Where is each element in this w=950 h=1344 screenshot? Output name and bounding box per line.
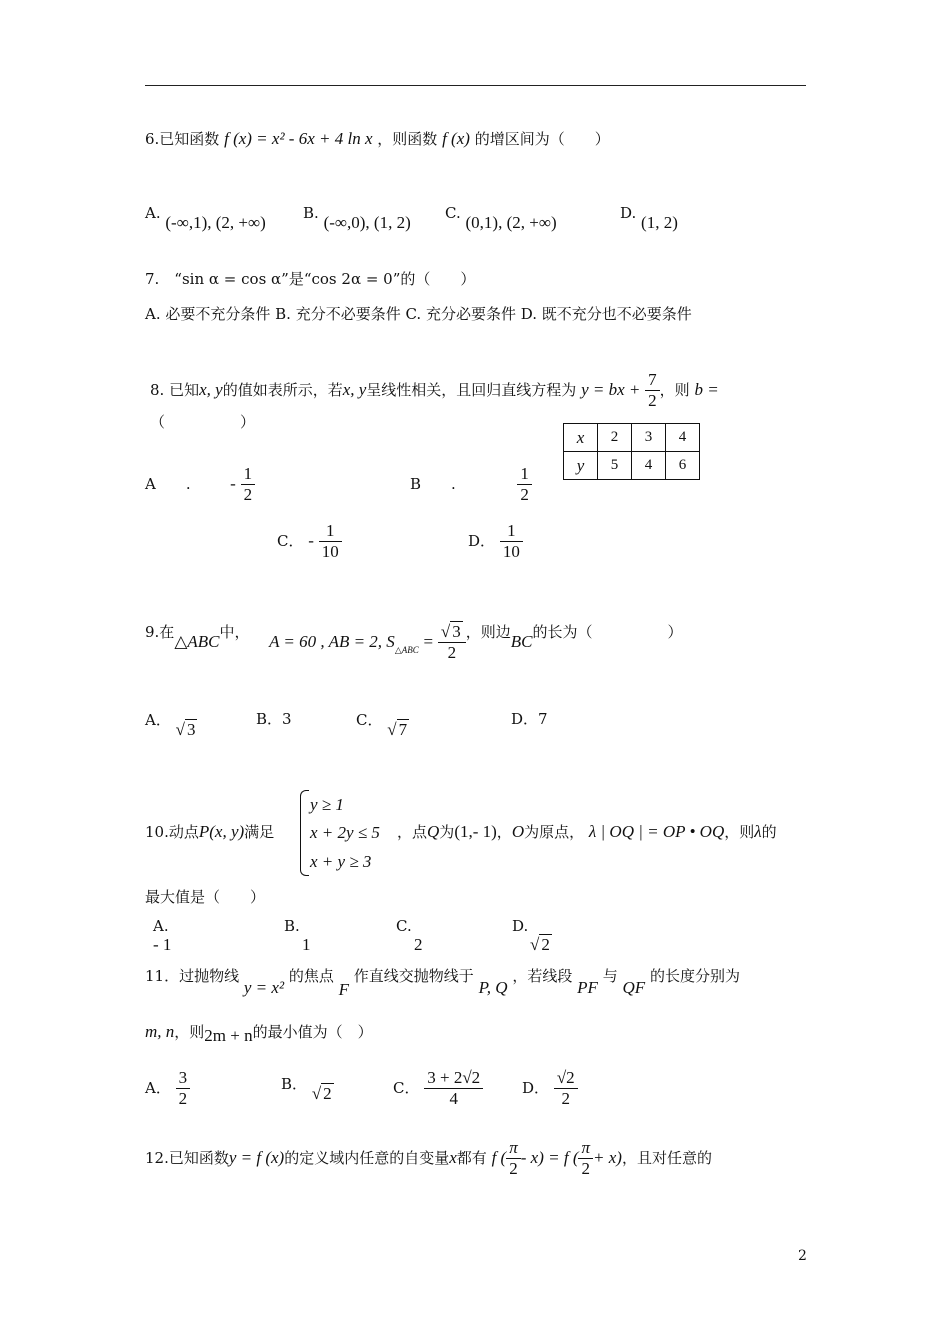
q10-expression: λ | OQ | = OP • OQ [588, 822, 725, 841]
frac-den: 2 [554, 1088, 578, 1109]
q10-de: 的 [761, 823, 777, 841]
q10-satisfy: 满足 [244, 823, 275, 841]
option-fraction [241, 464, 256, 506]
q11-then: ，则 [174, 1023, 205, 1041]
frac-den: 2 [578, 1158, 593, 1179]
frac-num: 1 [520, 464, 529, 483]
frac-num: 3 + 2√2 [427, 1068, 481, 1087]
q6-option-d [620, 203, 678, 232]
q11-line: 作直线交抛物线于 [353, 967, 474, 985]
frac-num: π [581, 1138, 591, 1157]
frac-den: 2 [517, 484, 532, 505]
q6-suffix: 的增区间为（ ） [474, 130, 610, 148]
option-label: C． [356, 711, 383, 729]
q11-and: 与 [602, 967, 618, 985]
option-text: 2 [414, 935, 423, 954]
option-sqrt: √ 7 [387, 720, 408, 739]
q10-prefix: 10.动点 [145, 823, 199, 841]
q8-xy: x, y [199, 379, 223, 399]
q8-xy2: x, y [342, 379, 367, 399]
option-label: B． [281, 1075, 308, 1093]
q11-pf: PF [577, 978, 598, 997]
option-label: D． [468, 531, 496, 550]
q12-fraction-2 [578, 1138, 593, 1180]
radicand: 2 [323, 1084, 332, 1103]
option-label: D. [620, 204, 637, 222]
q12-lhs: f ( [491, 1147, 507, 1167]
option-text: (-∞,0), (1, 2) [323, 213, 411, 232]
option-text: (1, 2) [641, 213, 678, 232]
question-12-stem [145, 1138, 712, 1180]
q12-fraction-1 [506, 1138, 521, 1180]
q12-mid: 的定义域内任意的自变量 [284, 1148, 450, 1167]
option-fraction [424, 1068, 483, 1110]
q10-stem-cont [397, 822, 777, 842]
option-label: C． [277, 531, 304, 550]
q9-bc: BC [510, 631, 533, 651]
q8-prefix: 8. 已知 [150, 380, 200, 399]
q10-then: ，则 [724, 823, 755, 841]
q9-equals: = [423, 631, 434, 651]
option-fraction [176, 1068, 191, 1110]
q11-prefix: 11．过抛物线 [145, 967, 240, 985]
q8-option-a [145, 464, 255, 506]
option-text: (0,1), (2, +∞) [465, 213, 557, 232]
frac-num: 3 [178, 1068, 188, 1087]
frac-den: 2 [241, 484, 256, 505]
option-label: D. [512, 917, 529, 935]
q8-tail: ，则 [659, 380, 690, 399]
q11-curve: y = x² [243, 978, 285, 997]
frac-num: 3 [452, 622, 461, 641]
q10-option-c [396, 917, 423, 955]
q9-option-a [145, 710, 197, 739]
q8-answer-paren: （ ） [150, 413, 256, 431]
q10-option-a [153, 917, 171, 955]
q10-origin: 为原点， [524, 823, 585, 841]
q10-line2: 最大值是（ ） [145, 888, 266, 906]
frac-den: 4 [424, 1088, 483, 1109]
q12-x: x [449, 1147, 457, 1167]
q6-mid: ，则函数 [377, 130, 438, 148]
q6-function-ref: f (x) [442, 129, 470, 148]
question-6-stem [145, 129, 610, 149]
q10-point-p: P(x, y) [198, 822, 245, 841]
q12-minus: - x) = f ( [520, 1147, 579, 1167]
question-10-stem [145, 822, 274, 842]
q10-o: O [511, 822, 525, 841]
table-cell: 2 [598, 424, 632, 452]
q11-option-a [145, 1068, 190, 1110]
question-11-stem [145, 966, 740, 999]
question-9-stem [145, 612, 683, 663]
q10-constraint-3: x + y ≥ 3 [310, 852, 372, 871]
q12-all: 都有 [456, 1148, 487, 1167]
table-cell: 6 [666, 452, 700, 480]
q10-is: 为 [439, 823, 455, 841]
q9-end: 的长为（ ） [532, 622, 683, 641]
q10-constraint-2: x + 2y ≤ 5 [310, 823, 380, 842]
q8-fraction [645, 370, 660, 412]
q9-option-d: D．7 [511, 710, 548, 728]
q8-option-d [468, 521, 523, 563]
q8-equation: y = bx + [581, 379, 641, 399]
q8-b: b = [694, 379, 719, 399]
q8-mid1: 的值如表所示，若 [222, 380, 343, 399]
option-fraction [517, 464, 532, 506]
q11-pq: P, Q [478, 978, 508, 997]
q12-function: y = f (x) [228, 1147, 285, 1167]
q9-fraction: $\frac{√ 3}{2}$ [438, 622, 466, 664]
option-text: 1 [302, 935, 311, 954]
option-text: - 1 [153, 935, 172, 954]
frac-num: 1 [507, 521, 516, 540]
option-label: C. [396, 917, 412, 935]
option-sqrt: √ 2 [311, 1084, 332, 1103]
q9-prefix: 9.在 [145, 622, 175, 641]
q11-expression: 2m + n [204, 1026, 253, 1045]
q11-line2 [145, 1022, 373, 1045]
question-7-stem: 7. “sin α = cos α”是“cos 2α = 0”的（ ） [145, 270, 476, 288]
q6-prefix: 6.已知函数 [145, 130, 220, 148]
option-label: A. [153, 917, 169, 935]
q6-option-c [445, 203, 557, 232]
option-label: A . [145, 474, 191, 493]
q11-option-d [522, 1068, 578, 1110]
option-label: A． [145, 711, 171, 729]
option-label: B. [303, 204, 319, 222]
frac-den: 2 [438, 642, 466, 663]
frac-den: 10 [319, 541, 342, 562]
q11-qf: QF [622, 978, 646, 997]
table-row [564, 452, 700, 480]
q12-plus: + x) [593, 1147, 622, 1167]
radicand: 3 [186, 720, 196, 739]
q11-option-c [393, 1068, 483, 1110]
page-number: 2 [798, 1248, 807, 1264]
radicand: 2 [541, 935, 550, 954]
q8-data-table [563, 423, 700, 480]
option-fraction [319, 521, 342, 563]
option-fraction [554, 1068, 578, 1110]
option-sqrt: √ 3 [175, 720, 196, 739]
radicand: 7 [398, 720, 408, 739]
q10-constraint-1: y ≥ 1 [310, 795, 344, 814]
option-label: D． [522, 1078, 550, 1097]
q8-mid2: 呈线性相关，且回归直线方程为 [366, 380, 577, 399]
q10-lambda: λ [754, 822, 762, 841]
q9-option-c [356, 710, 409, 739]
q6-function: f (x) = x² - 6x + 4 ln x [224, 129, 373, 148]
option-sign: - [230, 473, 236, 493]
question-8-stem [150, 370, 719, 412]
option-sign: - [308, 530, 314, 550]
q8-option-c [277, 521, 342, 563]
table-cell: 4 [666, 424, 700, 452]
table-cell: 4 [632, 452, 666, 480]
q11-min: 的最小值为（ ） [252, 1023, 373, 1041]
q11-len: 的长度分别为 [649, 967, 740, 985]
frac-den: 2 [176, 1088, 191, 1109]
table-cell: x [564, 424, 598, 452]
frac-num: π [509, 1138, 518, 1157]
q12-tail: ，且对任意的 [621, 1148, 712, 1167]
frac-num: 1 [325, 521, 335, 540]
q9-tail: ，则边 [465, 622, 511, 641]
q12-prefix: 12.已知函数 [145, 1148, 229, 1167]
table-cell: 5 [598, 452, 632, 480]
frac-den: 2 [506, 1158, 521, 1179]
option-label: B . [410, 474, 456, 493]
option-sqrt: √ 2 [530, 935, 550, 954]
option-label: A． [145, 1078, 171, 1097]
frac-num: 7 [648, 370, 657, 389]
table-cell: y [564, 452, 598, 480]
option-label: C． [393, 1078, 420, 1097]
table-row [564, 424, 700, 452]
q6-option-a [145, 203, 266, 232]
q10-q-point: (1,- 1) [454, 822, 497, 841]
q6-option-b [303, 203, 411, 232]
q9-mid: 中， [219, 622, 250, 641]
q10-option-d [512, 917, 552, 955]
q11-focus: 的焦点 [288, 967, 334, 985]
q10-option-b [284, 917, 311, 955]
q10-brace [300, 790, 309, 876]
option-fraction [500, 521, 523, 563]
question-7-options: A. 必要不充分条件 B. 充分不必要条件 C. 充分必要条件 D. 既不充分也不必要条件 [145, 305, 692, 323]
q9-condition: A = 60 , AB = 2, S [269, 631, 395, 651]
q11-mn: m, n [145, 1022, 175, 1041]
q10-q: Q [427, 822, 440, 841]
frac-num: √2 [556, 1068, 575, 1087]
q11-f: F [338, 980, 350, 999]
q10-comma: ， [496, 823, 512, 841]
option-label: C. [445, 204, 461, 222]
table-cell: 3 [632, 424, 666, 452]
q11-seg: ，若线段 [512, 967, 573, 985]
option-text: (-∞,1), (2, +∞) [165, 213, 266, 232]
q9-triangle: △ABC [174, 631, 220, 651]
q9-subscript: △ABC [394, 644, 419, 655]
q9-option-b: B．3 [256, 710, 292, 728]
option-label: B. [284, 917, 300, 935]
q10-after: ，点 [397, 823, 428, 841]
q11-option-b [281, 1074, 334, 1103]
header-rule [145, 85, 806, 86]
frac-den: 10 [500, 541, 523, 562]
frac-num: 1 [243, 464, 253, 483]
q8-option-b [410, 464, 532, 506]
frac-den: 2 [645, 390, 660, 411]
option-label: A. [145, 204, 161, 222]
